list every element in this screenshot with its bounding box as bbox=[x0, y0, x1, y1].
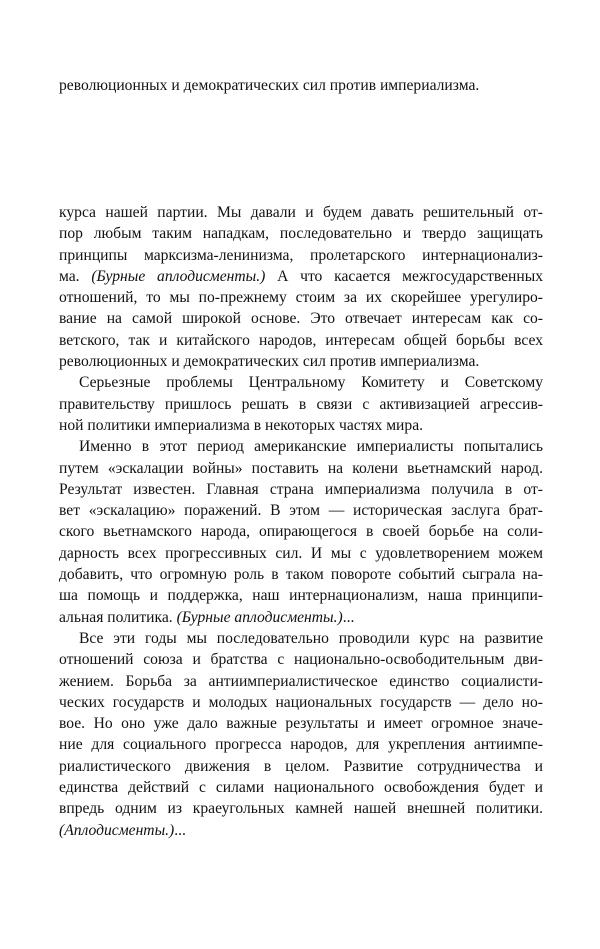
text-line: жением. Борьба за антиимпериалистическое единство социалисти- bbox=[59, 672, 543, 690]
line-text: альная политика. bbox=[59, 608, 177, 626]
text-line: путем «эскалации войны» поставить на колени вьетнамский народ. bbox=[59, 459, 543, 477]
text-line: отношений союза и братства с национально-освободительным дви- bbox=[59, 651, 543, 669]
text-line: пор любым таким нападкам, последовательно и твердо защищать bbox=[59, 225, 543, 243]
text-line: риалистического движения в целом. Развитие сотрудничества и bbox=[59, 757, 543, 775]
text-line: Именно в этот период американские империалисты попытались bbox=[79, 438, 543, 456]
text-line: впредь одним из краеугольных камней нашей внешней политики. bbox=[59, 800, 543, 818]
line-text: А что касается межгосударственных bbox=[265, 267, 544, 285]
text-line: ша помощь и поддержка, наш интернационализм, наша принципи- bbox=[59, 587, 543, 605]
paragraph-4 bbox=[59, 628, 543, 841]
text-line: ческих государств и молодых национальных государств — дело но- bbox=[59, 693, 543, 711]
text-line: Результат известен. Главная страна империализма получила в от- bbox=[59, 480, 543, 498]
paragraph-1 bbox=[59, 202, 543, 372]
text-line: принципы марксизма-ленинизма, пролетарского интернационализ- bbox=[59, 246, 543, 264]
line-text: ма. bbox=[59, 267, 92, 285]
text-line: вое. Но оно уже дало важные результаты и имеет огромное значе- bbox=[59, 715, 543, 733]
text-line: единства действий с силами национального освобождения будет и bbox=[59, 779, 543, 797]
text-line: ной политики империализма в некоторых частях мира. bbox=[59, 416, 424, 434]
text-line: ветского, так и китайского народов, интересам общей борьбы всех bbox=[59, 331, 543, 349]
line-text: ... bbox=[342, 608, 355, 626]
applause-remark: (Бурные аплодисменты.) bbox=[91, 267, 266, 285]
text-line: добавить, что огромную роль в таком повороте событий сыграла на- bbox=[59, 566, 543, 584]
text-line: правительству пришлось решать в связи с активизацией агрессив- bbox=[59, 395, 543, 413]
text-line: курса нашей партии. Мы давали и будем давать решительный от- bbox=[59, 204, 543, 221]
text-line: революционных и демократических сил против империализма. bbox=[59, 353, 480, 371]
text-line: отношений, то мы по-прежнему стоим за их скорейшее урегулиро- bbox=[59, 289, 543, 307]
paragraph-3 bbox=[59, 436, 543, 628]
text-line bbox=[59, 607, 543, 628]
text-line: Серьезные проблемы Центральному Комитету и Советскому bbox=[79, 374, 543, 392]
line-text: ... bbox=[174, 821, 186, 839]
text-line: ние для социального прогресса народов, для укрепления антиимпе- bbox=[59, 736, 543, 754]
text-line: революционных и демократических сил против империализма. bbox=[59, 77, 480, 94]
main-text bbox=[59, 202, 543, 841]
text-line: ского вьетнамского народа, опирающегося в своей борьбе на соли- bbox=[59, 523, 543, 541]
text-line: вет «эскалацию» поражений. В этом — историческая заслуга брат- bbox=[59, 502, 543, 520]
text-line bbox=[59, 820, 543, 841]
text-line: вание на самой широкой основе. Это отвечает интересам как со- bbox=[59, 310, 543, 328]
top-fragment bbox=[59, 75, 543, 96]
paragraph-2 bbox=[59, 372, 543, 436]
applause-remark: (Бурные аплодисменты.) bbox=[176, 608, 343, 626]
text-line: Все эти годы мы последовательно проводили курс на развитие bbox=[79, 629, 543, 647]
text-line: дарность всех прогрессивных сил. И мы с удовлетворением можем bbox=[59, 544, 543, 562]
applause-remark: (Аплодисменты.) bbox=[59, 821, 175, 839]
text-line bbox=[59, 266, 543, 287]
